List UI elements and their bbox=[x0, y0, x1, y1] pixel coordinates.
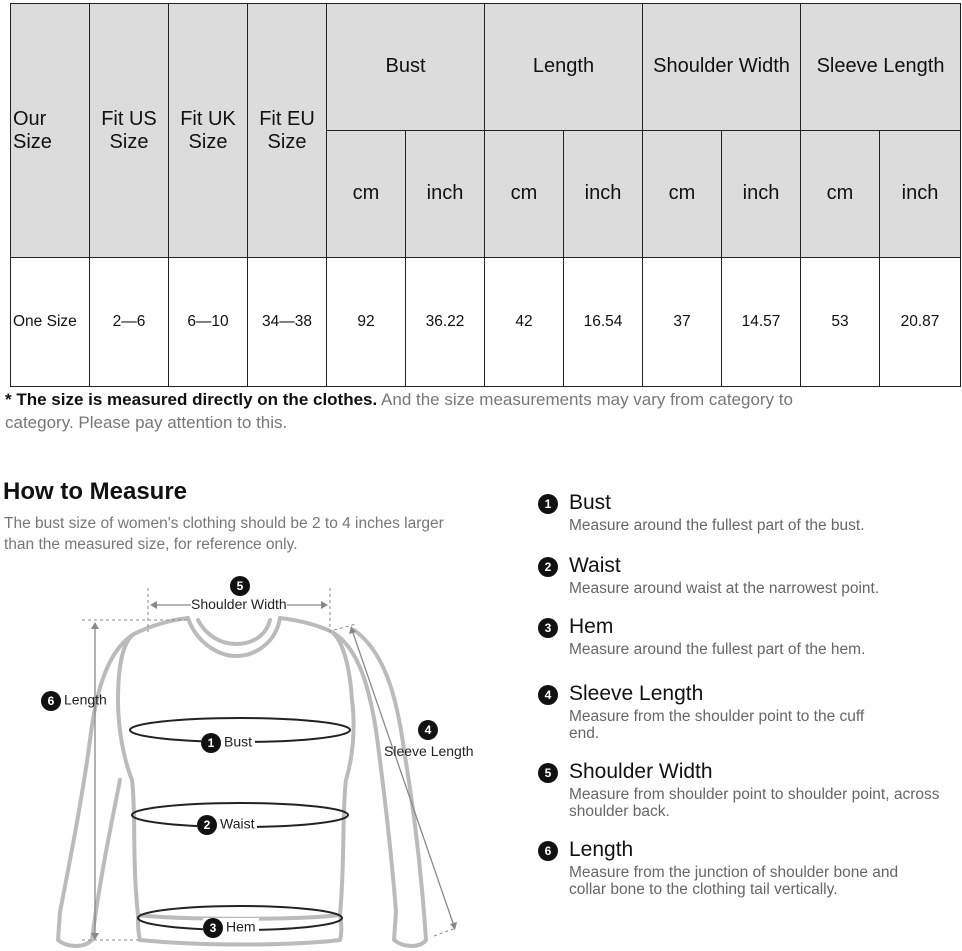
step-title: Waist bbox=[569, 554, 621, 577]
step-description: Measure around the fullest part of the hem. bbox=[569, 641, 866, 658]
length-number-badge: 6 bbox=[41, 691, 61, 711]
header-length: Length bbox=[485, 4, 643, 131]
step-number-badge: 5 bbox=[538, 763, 558, 783]
header-bust: Bust bbox=[327, 4, 485, 131]
shoulder-width-label: Shoulder Width bbox=[191, 596, 287, 612]
header-sleeve-length: Sleeve Length bbox=[801, 4, 961, 131]
table-cell: 53 bbox=[801, 258, 880, 387]
unit-header: cm bbox=[801, 130, 880, 258]
step-description: Measure from shoulder point to shoulder point, across shoulder back. bbox=[569, 786, 940, 820]
step-title: Bust bbox=[569, 491, 612, 514]
bust-label bbox=[201, 733, 255, 753]
step-number-badge: 3 bbox=[538, 618, 558, 638]
bust-label-text: Bust bbox=[224, 733, 253, 750]
step-number-badge: 1 bbox=[538, 494, 558, 514]
step-description: Measure around the fullest part of the bust. bbox=[569, 517, 865, 534]
hem-label bbox=[203, 918, 259, 938]
unit-header: cm bbox=[643, 130, 722, 258]
step-title: Sleeve Length bbox=[569, 682, 704, 705]
sleeve-number-badge: 4 bbox=[418, 720, 438, 740]
step-title: Shoulder Width bbox=[569, 760, 713, 783]
header-fit-uk: Fit UK Size bbox=[169, 4, 248, 258]
step-title: Hem bbox=[569, 615, 614, 638]
waist-label bbox=[197, 815, 257, 835]
table-row bbox=[11, 258, 961, 387]
step-number-badge: 4 bbox=[538, 685, 558, 705]
unit-header: inch bbox=[722, 130, 801, 258]
step-title: Length bbox=[569, 838, 634, 861]
table-cell: 14.57 bbox=[722, 258, 801, 387]
table-cell: 16.54 bbox=[564, 258, 643, 387]
sleeve-length-label: Sleeve Length bbox=[384, 743, 474, 759]
table-cell: 36.22 bbox=[406, 258, 485, 387]
table-cell: 6—10 bbox=[169, 258, 248, 387]
waist-label-text: Waist bbox=[220, 815, 255, 832]
shoulder-number-badge: 5 bbox=[230, 576, 250, 596]
size-table bbox=[10, 3, 961, 387]
table-cell: 92 bbox=[327, 258, 406, 387]
step-number-badge: 6 bbox=[538, 841, 558, 861]
table-cell: One Size bbox=[11, 258, 90, 387]
length-label-text: Length bbox=[64, 691, 107, 708]
how-to-measure-title: How to Measure bbox=[3, 478, 188, 505]
size-note-rest: And the size measurements may vary from category to category. Please pay attention to this. bbox=[5, 390, 793, 432]
table-cell: 20.87 bbox=[880, 258, 961, 387]
unit-header: inch bbox=[564, 130, 643, 258]
waist-number-badge: 2 bbox=[197, 815, 217, 835]
table-cell: 37 bbox=[643, 258, 722, 387]
unit-header: inch bbox=[880, 130, 961, 258]
hem-label-text: Hem bbox=[226, 918, 256, 935]
length-label bbox=[41, 691, 107, 711]
unit-header: inch bbox=[406, 130, 485, 258]
header-fit-us: Fit US Size bbox=[90, 4, 169, 258]
unit-header: cm bbox=[327, 130, 406, 258]
size-note-bold: * The size is measured directly on the clothes. bbox=[5, 390, 378, 409]
bust-number-badge: 1 bbox=[201, 733, 221, 753]
header-shoulder-width: Shoulder Width bbox=[643, 4, 801, 131]
step-number-badge: 2 bbox=[538, 557, 558, 577]
sweater-diagram bbox=[0, 560, 520, 951]
hem-number-badge: 3 bbox=[203, 918, 223, 938]
step-description: Measure from the shoulder point to the cuff end. bbox=[569, 708, 865, 742]
header-our-size: Our Size bbox=[11, 4, 90, 258]
how-to-measure-note: The bust size of women's clothing should be 2 to 4 inches larger than the measured size, for reference only. bbox=[4, 515, 444, 553]
step-description: Measure from the junction of shoulder bone and collar bone to the clothing tail vertically. bbox=[569, 864, 899, 898]
size-note bbox=[5, 388, 805, 434]
header-fit-eu: Fit EU Size bbox=[248, 4, 327, 258]
table-cell: 42 bbox=[485, 258, 564, 387]
step-description: Measure around waist at the narrowest point. bbox=[569, 580, 880, 597]
unit-header: cm bbox=[485, 130, 564, 258]
table-cell: 2—6 bbox=[90, 258, 169, 387]
table-cell: 34—38 bbox=[248, 258, 327, 387]
